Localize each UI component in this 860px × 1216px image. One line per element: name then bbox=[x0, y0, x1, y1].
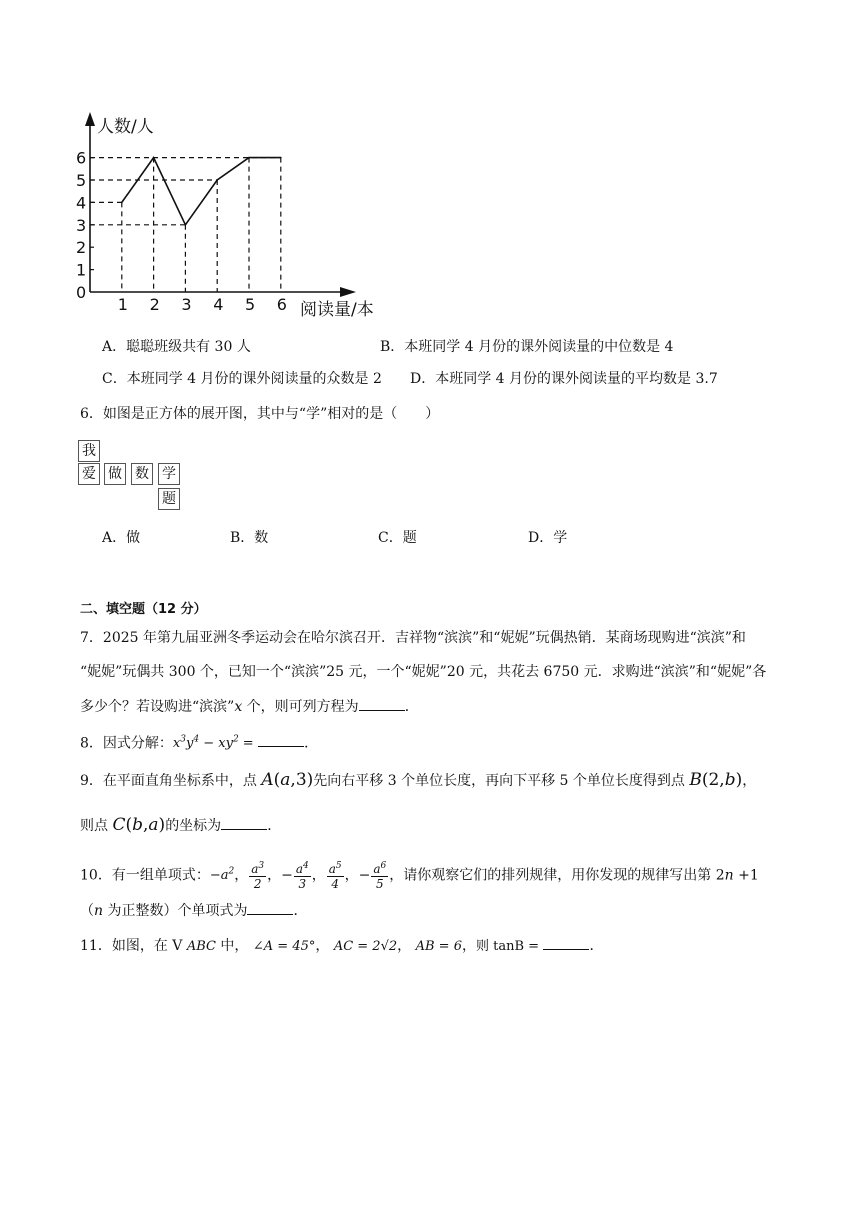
x-tick-label: 2 bbox=[149, 295, 160, 314]
net-cell-ti: 题 bbox=[158, 488, 180, 510]
q11: 11．如图，在 V ABC 中， ∠A = 45°， AC = 2√2， AB = 6，则 tanB = ． bbox=[80, 935, 603, 957]
y-tick-label: 1 bbox=[76, 260, 87, 280]
q6-option-d: D．学 bbox=[528, 530, 568, 546]
q11-ac: AC = 2√2 bbox=[333, 939, 398, 954]
q5-option-d: D．本班同学 4 月份的课外阅读量的平均数是 3.7 bbox=[410, 371, 718, 387]
q9-point-a: A(a,3) bbox=[261, 770, 314, 790]
q5-option-c: C．本班同学 4 月份的课外阅读量的众数是 2 bbox=[102, 371, 382, 387]
q10-term-4: $\frac{a^5}{4}$ bbox=[328, 861, 342, 892]
q6-option-a: A．做 bbox=[102, 530, 141, 546]
q10-term-3: $\frac{a^4}{3}$ bbox=[295, 861, 309, 892]
q5-option-a: A．聪聪班级共有 30 人 bbox=[102, 339, 251, 355]
q11-triangle: ABC bbox=[186, 939, 216, 954]
net-cell-zuo: 做 bbox=[104, 463, 126, 485]
x-tick-label: 4 bbox=[213, 295, 224, 314]
section-title: 二、填空题（12 分） bbox=[80, 602, 207, 617]
data-point bbox=[280, 157, 282, 159]
x-axis-arrow bbox=[340, 287, 356, 297]
net-cell-ai: 爱 bbox=[78, 463, 100, 485]
q11-tan: 则 tanB = bbox=[475, 939, 540, 954]
q9-text-b: 先向右平移 3 个单位长度，再向下平移 5 个单位长度得到点 bbox=[313, 773, 690, 789]
origin-label: 0 bbox=[76, 283, 87, 302]
q7-line1: 7．2025 年第九届亚洲冬季运动会在哈尔滨召开．吉祥物“滨滨”和“妮妮”玩偶热销．某商场现购进“滨滨”和 bbox=[80, 630, 746, 646]
q10-term-1: $-a^2$ bbox=[209, 867, 235, 884]
q10-answer-blank[interactable] bbox=[247, 900, 293, 915]
net-cell-shu: 数 bbox=[131, 463, 153, 485]
q7-end: ． bbox=[404, 699, 419, 715]
q10-line1: 10．有一组单项式：$-a^2$， $\frac{a^3}{2}$ ，− $\frac{a^4}{3}$ ， $\frac{a^5}{4}$ ，− $\frac{a^6}{5}$ ，请你观察它们的排列规律，用你发现的规律写出第 2n +1 bbox=[80, 861, 759, 892]
q6-option-c: C．题 bbox=[378, 530, 417, 546]
q11-end: ． bbox=[589, 938, 604, 954]
x-tick-label: 3 bbox=[181, 295, 192, 314]
net-cell-wo: 我 bbox=[78, 440, 100, 462]
q9-point-b: B(2,b) bbox=[689, 770, 743, 790]
q9-line2 bbox=[80, 815, 281, 836]
q10-suffix: ，请你观察它们的排列规律，用你发现的规律写出第 2 bbox=[389, 867, 725, 884]
q8 bbox=[80, 730, 318, 754]
q9-end1: ， bbox=[742, 773, 757, 789]
q10-paren: （ bbox=[80, 903, 94, 919]
y-axis-arrow bbox=[85, 112, 95, 126]
q10-term-2: $\frac{a^3}{2}$ bbox=[251, 861, 265, 892]
y-tick-label: 3 bbox=[76, 215, 87, 235]
q9-end2: ． bbox=[267, 818, 282, 834]
q8-end: ． bbox=[304, 735, 319, 752]
x-tick-label: 5 bbox=[245, 295, 256, 314]
data-point bbox=[248, 157, 250, 159]
series-line bbox=[122, 158, 281, 225]
q10-n: n bbox=[724, 867, 734, 884]
data-point bbox=[185, 224, 187, 226]
q8-prefix: 8．因式分解： bbox=[80, 735, 173, 752]
q10-suffix-end: +1 bbox=[733, 867, 759, 884]
q10-text: 为正整数）个单项式为 bbox=[103, 903, 248, 919]
q11-angle: ∠A = 45° bbox=[252, 939, 316, 954]
q7-text-b: 个，则可列方程为 bbox=[242, 699, 359, 715]
q7-var-x: x bbox=[234, 699, 243, 715]
q8-expression: $x^3y^4 - xy^2$ = bbox=[172, 735, 254, 752]
q5-option-b: B．本班同学 4 月份的课外阅读量的中位数是 4 bbox=[380, 339, 674, 355]
q8-answer-blank[interactable] bbox=[258, 732, 304, 747]
q9-text-a: 9．在平面直角坐标系中，点 bbox=[80, 773, 262, 789]
q9-text-d: 的坐标为 bbox=[165, 818, 222, 834]
y-tick-label: 6 bbox=[76, 148, 87, 168]
reading-chart bbox=[60, 108, 400, 320]
q9-answer-blank[interactable] bbox=[221, 815, 267, 830]
data-point bbox=[153, 157, 155, 159]
q9-point-c: C(b,a) bbox=[112, 815, 166, 835]
data-point bbox=[121, 202, 123, 204]
q10-n2: n bbox=[94, 903, 104, 919]
y-tick-label: 4 bbox=[76, 193, 87, 213]
q7-line2: “妮妮”玩偶共 300 个，已知一个“滨滨”25 元，一个“妮妮”20 元，共花去 6750 元．求购进“滨滨”和“妮妮”各 bbox=[80, 664, 767, 680]
q7-answer-blank[interactable] bbox=[359, 696, 405, 711]
q7-text-a: 多少个？若设购进“滨滨” bbox=[80, 699, 235, 715]
data-point bbox=[216, 179, 218, 181]
q11-mid: 中， bbox=[215, 938, 249, 954]
y-tick-label: 5 bbox=[76, 171, 87, 190]
q10-end: ． bbox=[293, 903, 308, 919]
cube-net bbox=[78, 440, 184, 512]
q7-line3 bbox=[80, 696, 419, 717]
q9-text-c: 则点 bbox=[80, 818, 113, 834]
x-tick-label: 1 bbox=[117, 295, 128, 314]
q6-option-b: B．数 bbox=[230, 530, 269, 546]
q10-line2 bbox=[80, 900, 307, 921]
q10-prefix: 10．有一组单项式： bbox=[80, 867, 210, 884]
q11-prefix: 11．如图，在 V bbox=[80, 938, 187, 954]
y-tick-label: 2 bbox=[76, 238, 87, 258]
x-axis-label: 阅读量/本 bbox=[300, 300, 374, 320]
q10-term-5: $\frac{a^6}{5}$ bbox=[373, 861, 387, 892]
q11-ab: AB = 6 bbox=[415, 939, 462, 954]
x-tick-label: 6 bbox=[276, 295, 287, 314]
q9-line1 bbox=[80, 770, 756, 791]
q11-answer-blank[interactable] bbox=[543, 935, 589, 950]
y-axis-label: 人数/人 bbox=[97, 117, 154, 137]
q6-stem: 6．如图是正方体的展开图，其中与“学”相对的是（ ） bbox=[80, 406, 440, 422]
net-cell-xue: 学 bbox=[158, 463, 180, 485]
